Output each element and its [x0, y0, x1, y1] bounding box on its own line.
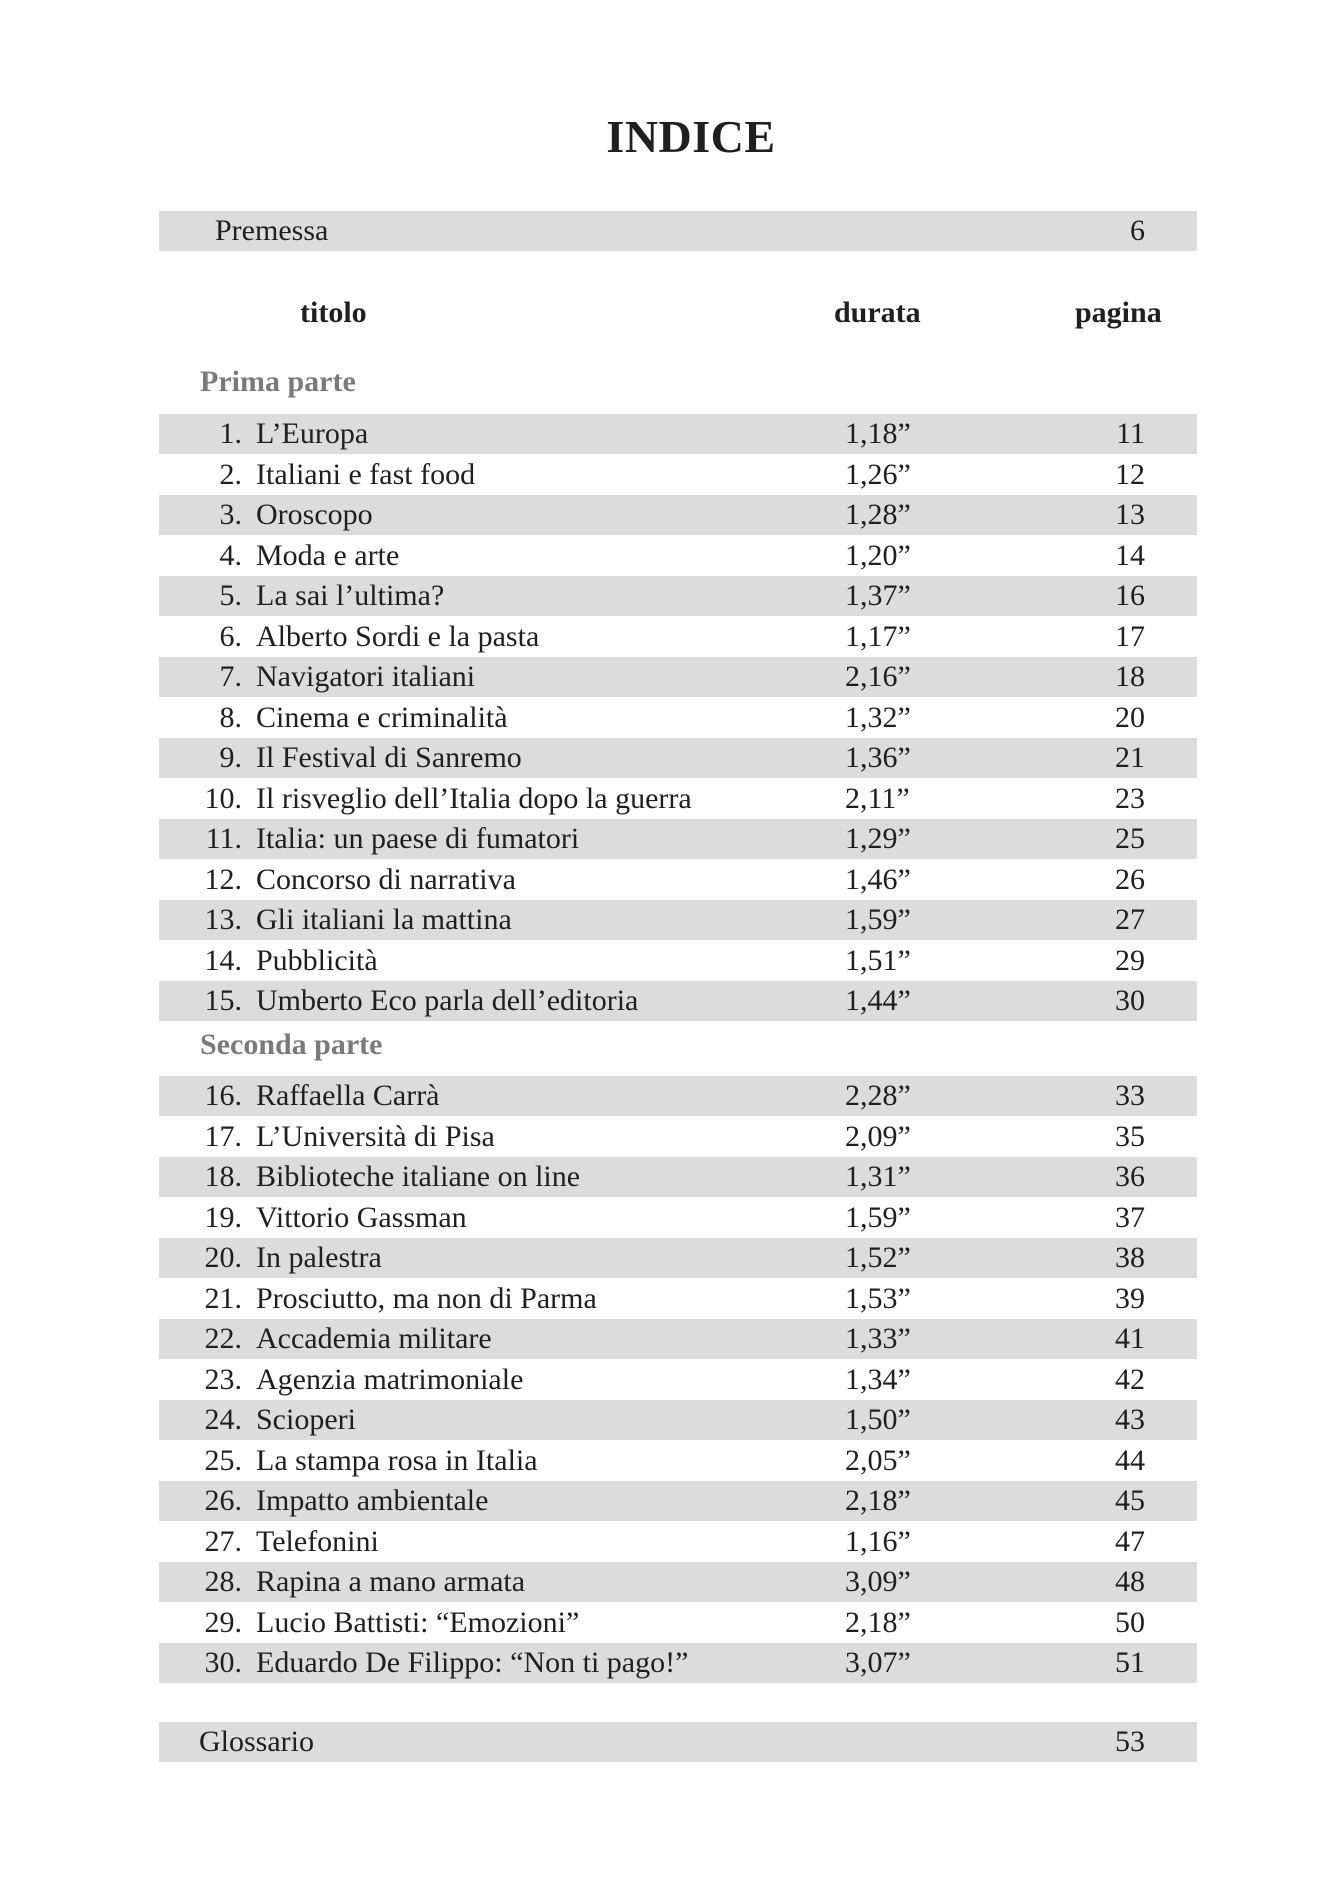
toc-row[interactable]	[159, 1279, 1197, 1319]
entry-number: 16.	[204, 1079, 242, 1112]
premessa-label: Premessa	[215, 214, 329, 247]
entry-title: Eduardo De Filippo: “Non ti pago!”	[256, 1646, 689, 1679]
entry-title: Umberto Eco parla dell’editoria	[256, 984, 639, 1017]
section-label: Prima parte	[200, 365, 356, 398]
toc-row[interactable]	[159, 1441, 1197, 1481]
toc-row[interactable]	[159, 860, 1197, 900]
entry-page: 50	[1115, 1606, 1145, 1639]
entry-title: Scioperi	[256, 1403, 356, 1436]
entry-title: Vittorio Gassman	[256, 1201, 467, 1234]
entry-page: 25	[1115, 822, 1145, 855]
entry-page: 12	[1115, 458, 1145, 491]
entry-duration: 2,09”	[845, 1120, 911, 1153]
entry-duration: 1,59”	[845, 903, 911, 936]
toc-row[interactable]	[159, 779, 1197, 819]
entry-number: 11.	[205, 822, 242, 855]
entry-duration: 2,18”	[845, 1606, 911, 1639]
entry-number: 3.	[219, 498, 242, 531]
entry-page: 37	[1115, 1201, 1145, 1234]
entry-duration: 1,20”	[845, 539, 911, 572]
entry-title: In palestra	[256, 1241, 382, 1274]
entry-number: 29.	[204, 1606, 242, 1639]
entry-duration: 1,32”	[845, 701, 911, 734]
toc-row[interactable]	[159, 900, 1197, 940]
entry-duration: 2,11”	[845, 782, 910, 815]
toc-row[interactable]	[159, 414, 1197, 454]
entry-page: 51	[1115, 1646, 1145, 1679]
entry-title: Agenzia matrimoniale	[256, 1363, 524, 1396]
entry-number: 24.	[204, 1403, 242, 1436]
entry-page: 35	[1115, 1120, 1145, 1153]
toc-row[interactable]	[159, 1319, 1197, 1359]
entry-number: 18.	[204, 1160, 242, 1193]
entry-duration: 1,17”	[845, 620, 911, 653]
entry-duration: 3,07”	[845, 1646, 911, 1679]
entry-number: 23.	[204, 1363, 242, 1396]
entry-page: 39	[1115, 1282, 1145, 1315]
entry-number: 15.	[204, 984, 242, 1017]
entry-number: 10.	[204, 782, 242, 815]
entry-title: Alberto Sordi e la pasta	[256, 620, 540, 653]
entry-duration: 1,52”	[845, 1241, 911, 1274]
toc-row[interactable]	[159, 738, 1197, 778]
entry-duration: 1,50”	[845, 1403, 911, 1436]
toc-row[interactable]	[159, 1076, 1197, 1116]
entry-number: 26.	[204, 1484, 242, 1517]
entry-title: Telefonini	[256, 1525, 379, 1558]
entry-page: 47	[1115, 1525, 1145, 1558]
entry-duration: 1,29”	[845, 822, 911, 855]
entry-title: Lucio Battisti: “Emozioni”	[256, 1606, 580, 1639]
column-titolo: titolo	[300, 296, 367, 329]
entry-page: 44	[1115, 1444, 1145, 1477]
column-durata: durata	[834, 296, 921, 329]
toc-row[interactable]	[159, 698, 1197, 738]
entry-number: 1.	[219, 417, 242, 450]
section-label: Seconda parte	[200, 1028, 383, 1061]
toc-row[interactable]	[159, 617, 1197, 657]
entry-title: Italia: un paese di fumatori	[256, 822, 580, 855]
entry-page: 29	[1115, 944, 1145, 977]
entry-duration: 1,44”	[845, 984, 911, 1017]
entry-duration: 1,33”	[845, 1322, 911, 1355]
entry-number: 19.	[204, 1201, 242, 1234]
entry-title: Il risveglio dell’Italia dopo la guerra	[256, 782, 692, 815]
entry-title: L’Europa	[256, 417, 369, 450]
entry-duration: 1,28”	[845, 498, 911, 531]
toc-row[interactable]	[159, 981, 1197, 1021]
entry-title: Concorso di narrativa	[256, 863, 516, 896]
glossario-page: 53	[1115, 1725, 1145, 1758]
entry-number: 17.	[204, 1120, 242, 1153]
toc-row[interactable]	[159, 657, 1197, 697]
entry-page: 16	[1115, 579, 1145, 612]
entry-duration: 1,46”	[845, 863, 911, 896]
entry-duration: 1,36”	[845, 741, 911, 774]
entry-number: 25.	[204, 1444, 242, 1477]
premessa-page: 6	[1130, 214, 1145, 247]
entry-page: 30	[1115, 984, 1145, 1017]
toc-row[interactable]	[159, 536, 1197, 576]
entry-duration: 1,31”	[845, 1160, 911, 1193]
entry-duration: 1,18”	[845, 417, 911, 450]
entry-number: 27.	[204, 1525, 242, 1558]
page-title: INDICE	[606, 111, 776, 162]
entry-page: 18	[1115, 660, 1145, 693]
entry-page: 11	[1116, 417, 1145, 450]
entry-page: 41	[1115, 1322, 1145, 1355]
toc-row[interactable]	[159, 1198, 1197, 1238]
entry-number: 12.	[204, 863, 242, 896]
entry-page: 36	[1115, 1160, 1145, 1193]
toc-row[interactable]	[159, 495, 1197, 535]
entry-duration: 3,09”	[845, 1565, 911, 1598]
entry-duration: 1,34”	[845, 1363, 911, 1396]
entry-title: Il Festival di Sanremo	[256, 741, 522, 774]
toc-row[interactable]	[159, 1481, 1197, 1521]
entry-page: 17	[1115, 620, 1145, 653]
entry-page: 27	[1115, 903, 1145, 936]
toc-row[interactable]	[159, 1360, 1197, 1400]
entry-number: 6.	[219, 620, 242, 653]
entry-duration: 2,18”	[845, 1484, 911, 1517]
entry-number: 28.	[204, 1565, 242, 1598]
entry-page: 42	[1115, 1363, 1145, 1396]
entry-duration: 1,59”	[845, 1201, 911, 1234]
entry-page: 14	[1115, 539, 1145, 572]
entry-title: Impatto ambientale	[256, 1484, 489, 1517]
entry-title: La sai l’ultima?	[256, 579, 445, 612]
toc-row[interactable]	[159, 1400, 1197, 1440]
entry-number: 2.	[219, 458, 242, 491]
entry-duration: 2,28”	[845, 1079, 911, 1112]
entry-title: Prosciutto, ma non di Parma	[256, 1282, 597, 1315]
entry-duration: 2,05”	[845, 1444, 911, 1477]
entry-page: 45	[1115, 1484, 1145, 1517]
entry-page: 48	[1115, 1565, 1145, 1598]
entry-title: Cinema e criminalità	[256, 701, 508, 734]
entry-number: 13.	[204, 903, 242, 936]
entry-number: 30.	[204, 1646, 242, 1679]
column-pagina: pagina	[1075, 296, 1162, 329]
entry-duration: 1,53”	[845, 1282, 911, 1315]
toc-row[interactable]	[159, 1522, 1197, 1562]
toc-row[interactable]	[159, 1238, 1197, 1278]
entry-page: 26	[1115, 863, 1145, 896]
entry-number: 7.	[219, 660, 242, 693]
glossario-label: Glossario	[199, 1725, 314, 1758]
entry-title: Rapina a mano armata	[256, 1565, 526, 1598]
entry-title: Pubblicità	[256, 944, 378, 977]
entry-title: L’Università di Pisa	[256, 1120, 495, 1153]
toc-row[interactable]	[159, 455, 1197, 495]
entry-number: 21.	[204, 1282, 242, 1315]
entry-page: 20	[1115, 701, 1145, 734]
entry-duration: 1,16”	[845, 1525, 911, 1558]
toc-row[interactable]	[159, 1643, 1197, 1683]
entry-page: 33	[1115, 1079, 1145, 1112]
toc-row[interactable]	[159, 1117, 1197, 1157]
entry-duration: 1,37”	[845, 579, 911, 612]
entry-number: 5.	[219, 579, 242, 612]
toc-row[interactable]	[159, 1157, 1197, 1197]
entry-number: 20.	[204, 1241, 242, 1274]
entry-page: 43	[1115, 1403, 1145, 1436]
entry-page: 21	[1115, 741, 1145, 774]
entry-title: Oroscopo	[256, 498, 373, 531]
entry-page: 38	[1115, 1241, 1145, 1274]
toc-row[interactable]	[159, 1603, 1197, 1643]
toc-row[interactable]	[159, 576, 1197, 616]
entry-duration: 2,16”	[845, 660, 911, 693]
entry-number: 22.	[204, 1322, 242, 1355]
column-header	[0, 296, 1339, 336]
entry-page: 13	[1115, 498, 1145, 531]
entry-title: Accademia militare	[256, 1322, 492, 1355]
entry-number: 4.	[219, 539, 242, 572]
toc-row[interactable]	[159, 1562, 1197, 1602]
entry-page: 23	[1115, 782, 1145, 815]
glossario-row[interactable]	[159, 1722, 1197, 1762]
entry-duration: 1,51”	[845, 944, 911, 977]
entry-title: Biblioteche italiane on line	[256, 1160, 581, 1193]
entry-title: Gli italiani la mattina	[256, 903, 512, 936]
premessa-row[interactable]	[159, 211, 1197, 251]
entry-title: Italiani e fast food	[256, 458, 476, 491]
entry-title: La stampa rosa in Italia	[256, 1444, 538, 1477]
toc-row[interactable]	[159, 819, 1197, 859]
toc-row[interactable]	[159, 941, 1197, 981]
entry-number: 9.	[219, 741, 242, 774]
entry-number: 8.	[219, 701, 242, 734]
entry-title: Moda e arte	[256, 539, 400, 572]
entry-title: Raffaella Carrà	[256, 1079, 440, 1112]
entry-number: 14.	[204, 944, 242, 977]
entry-duration: 1,26”	[845, 458, 911, 491]
entry-title: Navigatori italiani	[256, 660, 476, 693]
